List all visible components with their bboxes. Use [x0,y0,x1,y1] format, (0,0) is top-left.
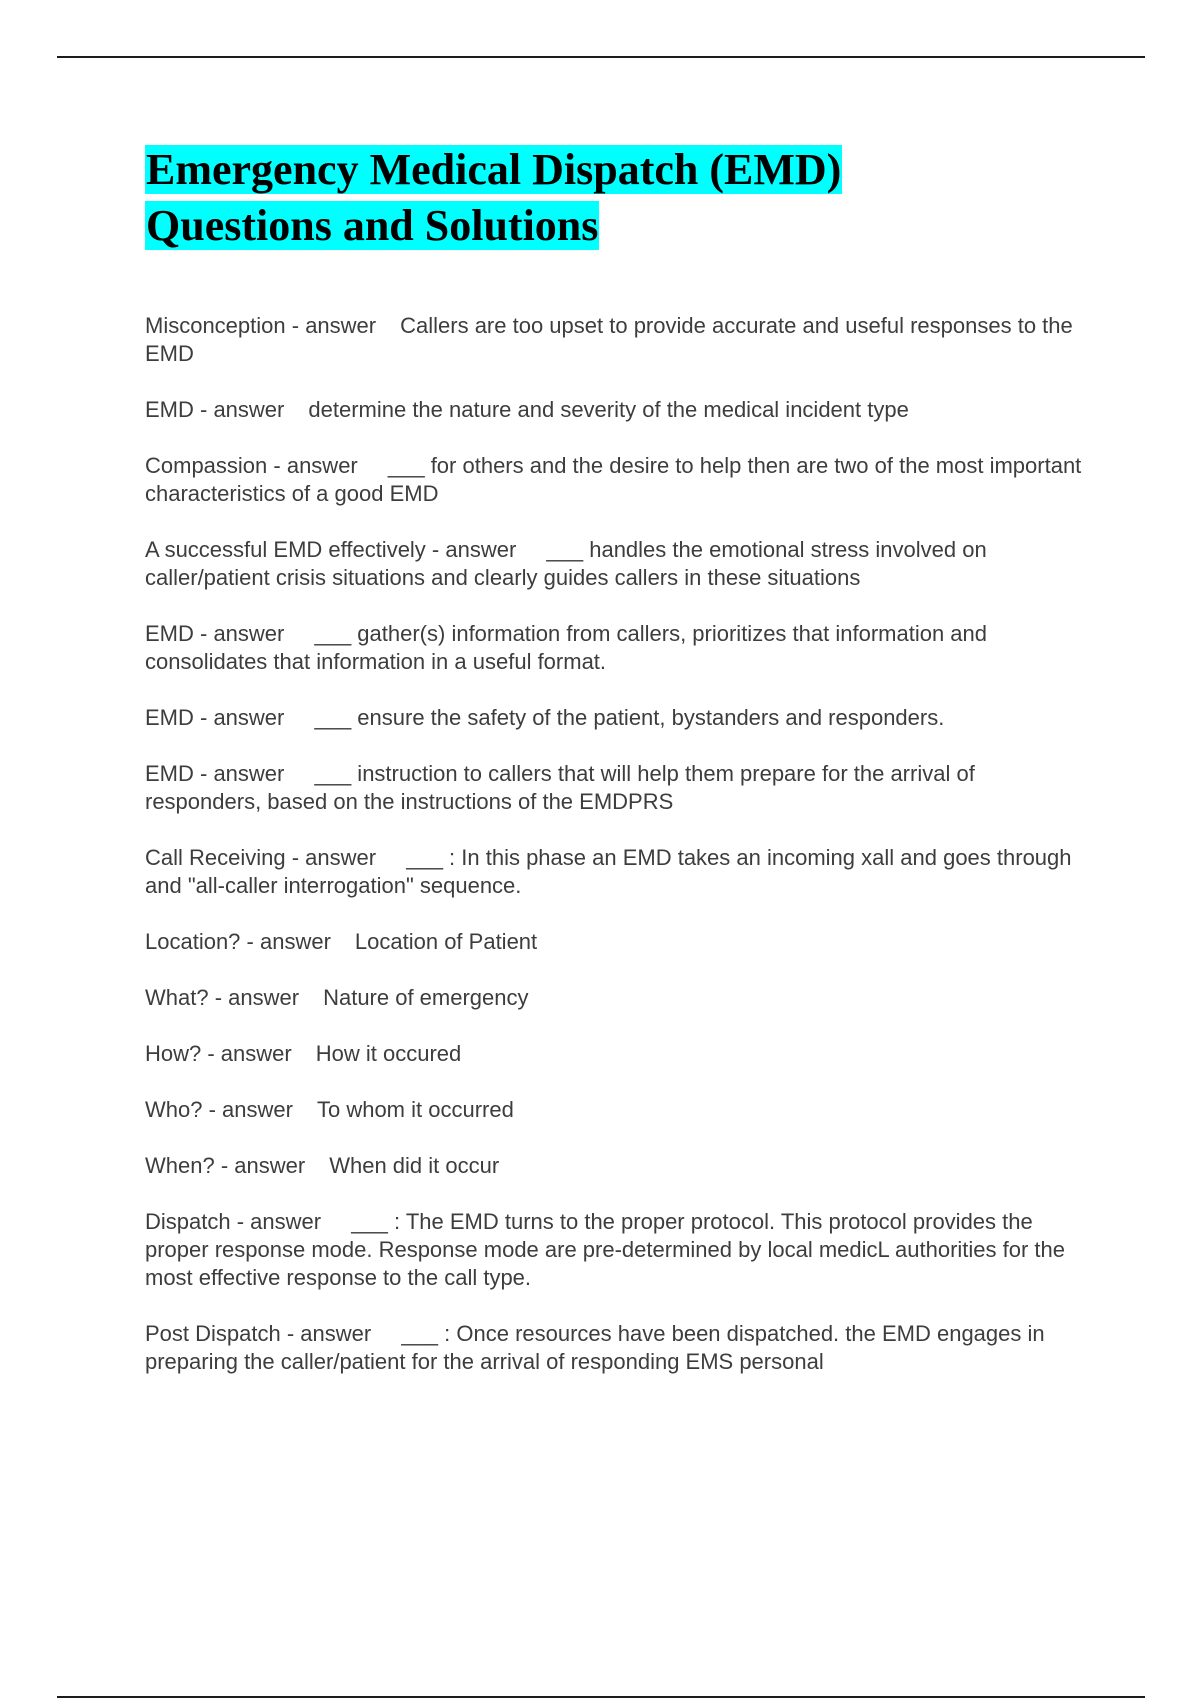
qa-separator: - answer [214,1153,306,1178]
qa-term: Post Dispatch [145,1321,281,1346]
qa-item [145,1320,1085,1376]
qa-answer: ___ : Once resources have been dispatched. the EMD engages in preparing the caller/patient for the arrival of responding EMS personal [145,1321,1045,1374]
qa-answer: ___ gather(s) information from callers, prioritizes that information and consolidates that information in a useful format. [145,621,988,674]
qa-separator: - answer [425,537,517,562]
qa-item [145,452,1085,508]
qa-separator: - answer [193,705,285,730]
qa-item [145,704,1085,732]
qa-term: EMD [145,397,194,422]
qa-answer: ___ for others and the desire to help then are two of the most important characteristics of a good EMD [145,453,1082,506]
qa-item [145,1040,1085,1068]
qa-term: EMD [145,705,194,730]
qa-answer: How it occured [315,1041,462,1066]
qa-item [145,396,1085,424]
qa-item [145,312,1085,368]
bottom-rule [57,1696,1145,1698]
qa-separator: - answer [202,1097,293,1122]
title-line-1: Emergency Medical Dispatch (EMD) [146,145,842,194]
qa-separator: - answer [285,845,377,870]
qa-separator: - answer [267,453,358,478]
qa-answer: ___ : In this phase an EMD takes an incoming xall and goes through and "all-caller interrogation" sequence. [145,845,1072,898]
qa-term: Dispatch [145,1209,231,1234]
qa-answer: determine the nature and severity of the medical incident type [308,397,909,422]
qa-item [145,620,1085,676]
qa-item [145,844,1085,900]
qa-separator: - answer [280,1321,372,1346]
qa-list [145,312,1085,1404]
top-rule [57,56,1145,58]
qa-separator: - answer [240,929,331,954]
qa-term: EMD [145,621,194,646]
qa-item [145,760,1085,816]
qa-separator: - answer [208,985,300,1010]
qa-term: When? [145,1153,215,1178]
qa-separator: - answer [193,397,285,422]
qa-answer: ___ : The EMD turns to the proper protocol. This protocol provides the proper response mode. Response mode are pre-determined by local medicL authorities for the most effective response to the call type. [145,1209,1066,1290]
qa-answer: Nature of emergency [323,985,529,1010]
qa-answer: Callers are too upset to provide accurate and useful responses to the EMD [145,313,1073,366]
qa-item [145,984,1085,1012]
qa-term: EMD [145,761,194,786]
qa-term: What? [145,985,209,1010]
qa-term: Call Receiving [145,845,286,870]
qa-item [145,928,1085,956]
qa-separator: - answer [230,1209,322,1234]
qa-separator: - answer [201,1041,292,1066]
qa-separator: - answer [193,761,285,786]
title-line-2: Questions and Solutions [146,201,599,250]
qa-item [145,1152,1085,1180]
qa-answer: ___ ensure the safety of the patient, bystanders and responders. [308,705,945,730]
qa-item [145,1096,1085,1124]
qa-item [145,1208,1085,1292]
qa-term: How? [145,1041,202,1066]
document-title [145,142,1125,254]
qa-item [145,536,1085,592]
qa-answer: ___ instruction to callers that will help them prepare for the arrival of responders, based on the instructions of the EMDPRS [145,761,975,814]
qa-answer: ___ handles the emotional stress involved on caller/patient crisis situations and clearly guides callers in these situations [145,537,987,590]
qa-term: Compassion [145,453,268,478]
qa-separator: - answer [285,313,377,338]
qa-term: Misconception [145,313,286,338]
qa-answer: When did it occur [329,1153,500,1178]
qa-term: Who? [145,1097,203,1122]
qa-separator: - answer [193,621,285,646]
qa-answer: To whom it occurred [316,1097,514,1122]
qa-term: A successful EMD effectively [145,537,426,562]
qa-term: Location? [145,929,241,954]
qa-answer: Location of Patient [354,929,538,954]
